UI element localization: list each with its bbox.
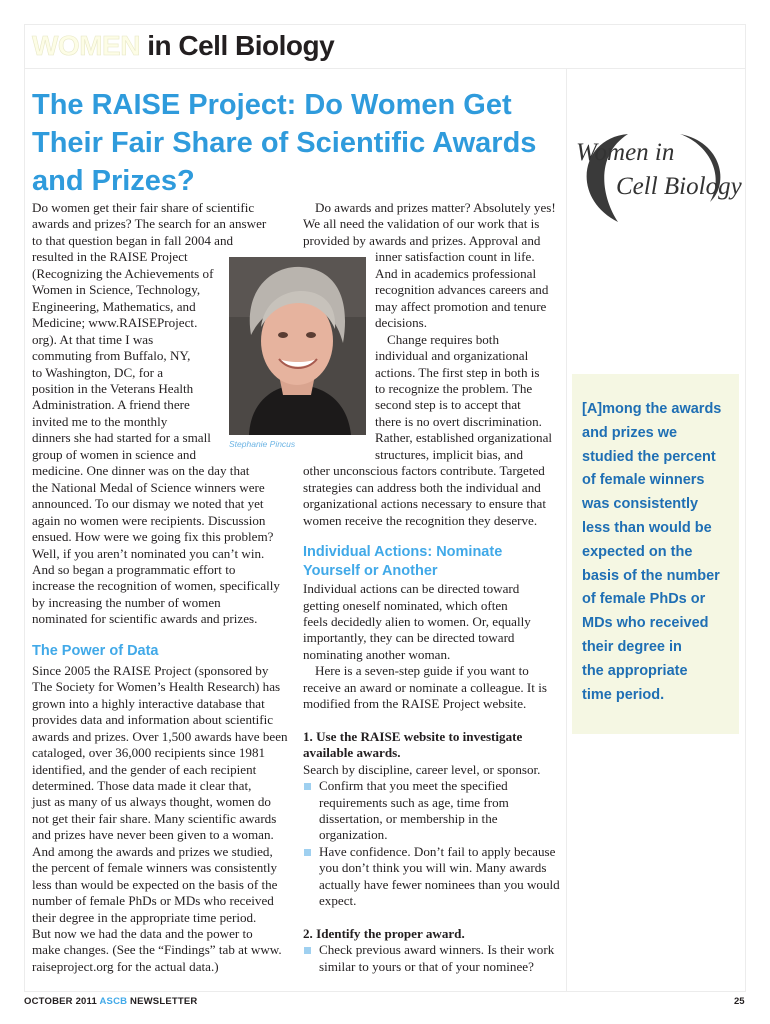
text-line: dinners she had started for a small [32, 430, 211, 446]
step-1 [303, 729, 559, 910]
text-line: announced. To our dismay we noted that yet [32, 496, 264, 512]
text-line: Check previous award winners. Is their work [319, 942, 555, 958]
text-line: Do awards and prizes matter? Absolutely yes! [315, 200, 556, 215]
section-heading-power-of-data: The Power of Data [32, 642, 159, 659]
text-line: Engineering, Mathematics, and [32, 298, 196, 314]
text-line: and prizes have never been given to a woman. [32, 827, 274, 843]
text-line: Here is a seven-step guide if you want to [315, 663, 529, 679]
text-line: grown into a highly interactive database that [32, 695, 265, 711]
text-line: actually have fewer nominees than you would [319, 876, 560, 892]
pull-quote-line: less than would be [582, 519, 712, 536]
text-line: to recognize the problem. The [375, 380, 533, 396]
text-line: Individual actions can be directed toward [303, 581, 520, 597]
pull-quote-line: their degree in [582, 638, 682, 655]
step-title-line: available awards. [303, 745, 401, 761]
step-intro: Search by discipline, career level, or sponsor. [303, 761, 541, 777]
section-heading-individual-actions [303, 543, 559, 581]
photo-wrap-text [303, 249, 559, 463]
text-line: inner satisfaction count in life. [375, 249, 535, 265]
text-line: provided by awards and prizes. Approval and [303, 232, 541, 248]
text-line: invited me to the monthly [32, 413, 168, 429]
text-line: less than would be expected on the basis of the [32, 876, 278, 892]
individual-actions-paragraph [303, 581, 559, 713]
text-line: And in academics professional [375, 265, 537, 281]
pull-quote-line: of female winners [582, 472, 705, 489]
text-line: Confirm that you meet the specified [319, 778, 508, 794]
pull-quote-line: the appropriate [582, 662, 688, 679]
text-line: awards and prizes. Over 1,500 awards have been [32, 728, 288, 744]
heading-line: Individual Actions: Nominate [303, 544, 503, 561]
text-line: their degree in the appropriate time period. [32, 909, 257, 925]
masthead [32, 28, 334, 64]
bullet-square-icon [304, 947, 311, 954]
text-line: cataloged, over 36,000 recipients since 1981 [32, 745, 266, 761]
text-line: there is no overt discrimination. [375, 413, 542, 429]
text-line: group of women in science and [32, 446, 196, 462]
text-line: other unconscious factors contribute. Targeted [303, 463, 545, 479]
sidebar-divider [566, 68, 567, 992]
text-line: position in the Veterans Health [32, 380, 194, 396]
text-line: not get their fair share. Many scientific awards [32, 810, 277, 826]
text-line: provides data and information about scientific [32, 712, 274, 728]
text-line: structures, implicit bias, and [375, 446, 524, 462]
text-line: nominating another woman. [303, 646, 451, 662]
footer-issue [24, 996, 197, 1007]
text-line: by increasing the number of women [32, 594, 221, 610]
text-line: feels decidedly alien to women. Or, equally [303, 613, 531, 629]
text-line: make changes. (See the “Findings” tab at www. [32, 942, 282, 958]
step-title-line: 2. Identify the proper award. [303, 925, 465, 941]
pull-quote-line: and prizes we [582, 424, 678, 441]
logo-line-1: Women in [576, 139, 675, 166]
logo-line-2: Cell Biology [616, 173, 742, 200]
pull-quote-line: expected on the [582, 543, 693, 560]
text-line: you don’t think you will win. Many awards [319, 860, 547, 876]
pull-quote-line: of female PhDs or [582, 591, 706, 608]
text-line: importantly, they can be directed toward [303, 630, 515, 646]
text-line: recognition advances careers and [375, 282, 549, 298]
masthead-women: WOMEN [32, 30, 140, 61]
text-line: similar to yours or that of your nominee? [319, 958, 534, 974]
heading-line: Yourself or Another [303, 563, 438, 580]
text-line: Administration. A friend there [32, 397, 190, 413]
article-headline: The RAISE Project: Do Women Get Their Fair Share of Scientific Awards and Prizes? [32, 89, 537, 197]
masthead-rest: in Cell Biology [139, 30, 335, 61]
text-line: Medicine; www.RAISEProject. [32, 315, 198, 331]
text-line: receive an award or nominate a colleague. It is [303, 679, 547, 695]
bullet-square-icon [304, 783, 311, 790]
text-line: commuting from Buffalo, NY, [32, 348, 191, 364]
footer-ascb: ASCB [99, 996, 128, 1007]
women-in-cell-biology-logo [572, 128, 742, 232]
text-line: nominated for scientific awards and prizes. [32, 611, 258, 627]
text-line: dissertation, or membership in the [319, 810, 498, 826]
text-line: The Society for Women’s Health Research) has [32, 679, 281, 695]
pull-quote-line: [A]mong the awards [582, 401, 722, 417]
text-line: just as many of us always thought, women do [32, 794, 271, 810]
text-line: We all need the validation of our work that is [303, 216, 540, 232]
step-title-line: 1. Use the RAISE website to investigate [303, 728, 523, 744]
text-line: decisions. [375, 315, 428, 331]
text-line: may affect promotion and tenure [375, 298, 547, 314]
text-line: Do women get their fair share of scientific [32, 200, 255, 215]
bullet-square-icon [304, 849, 311, 856]
targeted-strategies-paragraph [303, 463, 559, 529]
text-line: organization. [319, 827, 388, 843]
text-line: increase the recognition of women, specifically [32, 578, 280, 594]
text-line: the National Medal of Science winners were [32, 479, 265, 495]
pull-quote-line: time period. [582, 686, 665, 703]
text-line: requirements such as age, time from [319, 794, 509, 810]
text-line: getting oneself nominated, which often [303, 597, 508, 613]
awards-matter-paragraph [303, 200, 559, 249]
text-line: women receive the recognition they deserve. [303, 512, 538, 528]
bullet-item [303, 844, 559, 910]
text-line: resulted in the RAISE Project [32, 249, 188, 265]
text-line: Have confidence. Don’t fail to apply because [319, 843, 556, 859]
step-2 [303, 926, 559, 975]
text-line: Women in Science, Technology, [32, 282, 201, 298]
text-line: to that question began in fall 2004 and [32, 232, 234, 248]
pull-quote [572, 374, 739, 734]
text-line: the percent of female winners was consistently [32, 860, 278, 876]
text-line: But now we had the data and the power to [32, 926, 253, 942]
text-line: individual and organizational [375, 348, 529, 364]
text-line: Rather, established organizational [375, 430, 553, 446]
text-line: Change requires both [387, 331, 499, 347]
text-line: medicine. One dinner was on the day that [32, 463, 250, 479]
text-line: actions. The first step in both is [375, 364, 540, 380]
text-line: modified from the RAISE Project website. [303, 696, 527, 712]
pull-quote-line: MDs who received [582, 615, 709, 632]
text-line: number of female PhDs or MDs who received [32, 893, 274, 909]
pull-quote-line: studied the percent [582, 448, 716, 465]
footer-date: OCTOBER 2011 [24, 996, 100, 1007]
bullet-item [303, 778, 559, 844]
footer-newsletter: NEWSLETTER [127, 996, 198, 1007]
pull-quote-line: basis of the number [582, 567, 720, 584]
text-line: Since 2005 the RAISE Project (sponsored by [32, 662, 269, 678]
text-line: Well, if you aren’t nominated you can’t win. [32, 545, 265, 561]
text-line: again no women were recipients. Discussion [32, 512, 266, 528]
pull-quote-line: was consistently [582, 496, 699, 513]
text-line: strategies can address both the individual and [303, 479, 541, 495]
header-divider [24, 68, 746, 69]
text-line: determined. Those data made it clear that, [32, 777, 252, 793]
text-line: raiseproject.org for the actual data.) [32, 958, 219, 974]
bullet-item [303, 942, 559, 975]
text-line: And so began a programmatic effort to [32, 561, 236, 577]
text-line: awards and prizes? The search for an answer [32, 216, 267, 232]
text-line: second step is to accept that [375, 397, 521, 413]
power-of-data-paragraph [32, 663, 294, 976]
page-number: 25 [734, 996, 745, 1007]
photo-caption: Stephanie Pincus [229, 439, 296, 449]
text-line: organizational actions necessary to ensure that [303, 496, 546, 512]
text-line: to Washington, DC, for a [32, 364, 164, 380]
text-line: ensued. How were we going fix this problem? [32, 529, 274, 545]
text-line: org). At that time I was [32, 331, 154, 347]
text-line: (Recognizing the Achievements of [32, 265, 214, 281]
text-line: expect. [319, 893, 357, 909]
text-line: And among the awards and prizes we studied, [32, 843, 273, 859]
text-line: identified, and the gender of each recipient [32, 761, 257, 777]
column-2 [303, 200, 559, 975]
